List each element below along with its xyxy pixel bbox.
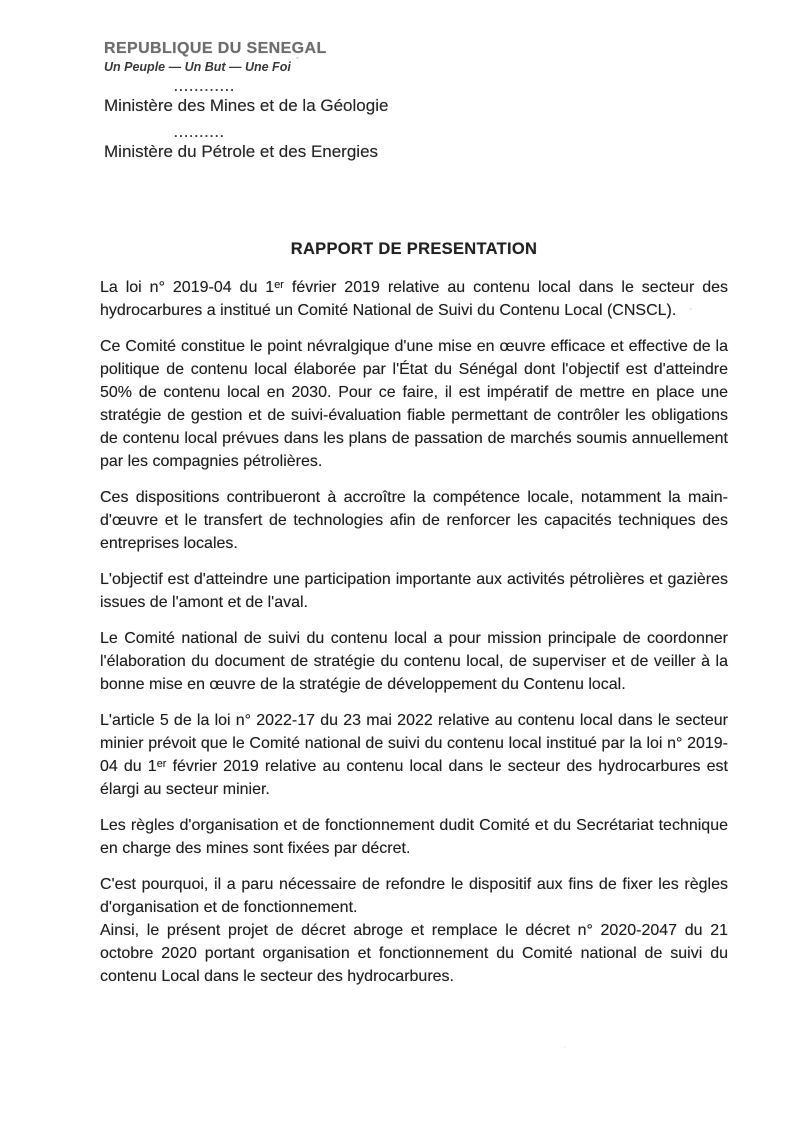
scan-speck [724, 824, 726, 826]
national-motto: Un Peuple — Un But — Une Foi [104, 60, 291, 74]
ministry-mines-line: Ministère des Mines et de la Géologie [104, 96, 389, 115]
ministry-petrole-line: Ministère du Pétrole et des Energies [104, 142, 379, 161]
scan-speck [296, 57, 299, 59]
report-title: RAPPORT DE PRESENTATION [290, 240, 538, 258]
body-paragraph: Ce Comité constitue le point névralgique d'une mise en œuvre efficace et effective de la politique de contenu local élaborée par l'État du Sénégal dont l'objectif est d'atteindre 50% de contenu local en 2030. Pour ce faire, il est impératif de mettre en place une stratégie de gestion et de suivi-évaluation fiable permettant de contrôler les obligations de contenu local prévues dans les plans de passation de marchés soumis annuellement par les compagnies pétrolières. [100, 338, 728, 470]
body-paragraph: Ainsi, le présent projet de décret abroge et remplace le décret n° 2020-2047 du 21 octobre 2020 portant organisation et fonctionnement du Comité national de suivi du contenu Local dans le secteur des hydrocarbures. [100, 922, 728, 985]
body-paragraph: Le Comité national de suivi du contenu local a pour mission principale de coordonner l'élaboration du document de stratégie du contenu local, de superviser et de veiller à la bonne mise en œuvre de la stratégie de développement du Contenu local. [100, 630, 728, 693]
scan-speck [689, 308, 692, 310]
report-body [100, 276, 728, 1001]
body-paragraph: L'article 5 de la loi n° 2022-17 du 23 mai 2022 relative au contenu local dans le secteur minier prévoit que le Comité national de suivi du contenu local institué par la loi n° 2019-04 du 1ᵉʳ février 2019 relative au contenu local dans le secteur des hydrocarbures est élargi au secteur minier. [100, 712, 728, 798]
body-paragraph: Les règles d'organisation et de fonctionnement dudit Comité et du Secrétariat technique en charge des mines sont fixées par décret. [100, 817, 728, 857]
body-paragraph: Ces dispositions contribueront à accroître la compétence locale, notamment la main-d'œuvre et le transfert de technologies afin de renforcer les capacités techniques des entreprises locales. [100, 489, 728, 552]
body-paragraph: C'est pourquoi, il a paru nécessaire de refondre le dispositif aux fins de fixer les règles d'organisation et de fonctionnement. [100, 876, 728, 916]
body-paragraph: La loi n° 2019-04 du 1ᵉʳ février 2019 relative au contenu local dans le secteur des hydrocarbures a institué un Comité National de Suivi du Contenu Local (CNSCL). [100, 279, 728, 319]
dotted-separator-2: .......... [174, 125, 226, 140]
letterhead [104, 40, 444, 162]
dotted-separator-1: ............ [174, 79, 236, 94]
republic-name: REPUBLIQUE DU SENEGAL [104, 40, 327, 57]
body-paragraph: L'objectif est d'atteindre une participation importante aux activités pétrolières et gazières issues de l'amont et de l'aval. [100, 571, 728, 611]
scan-speck [563, 1046, 566, 1048]
